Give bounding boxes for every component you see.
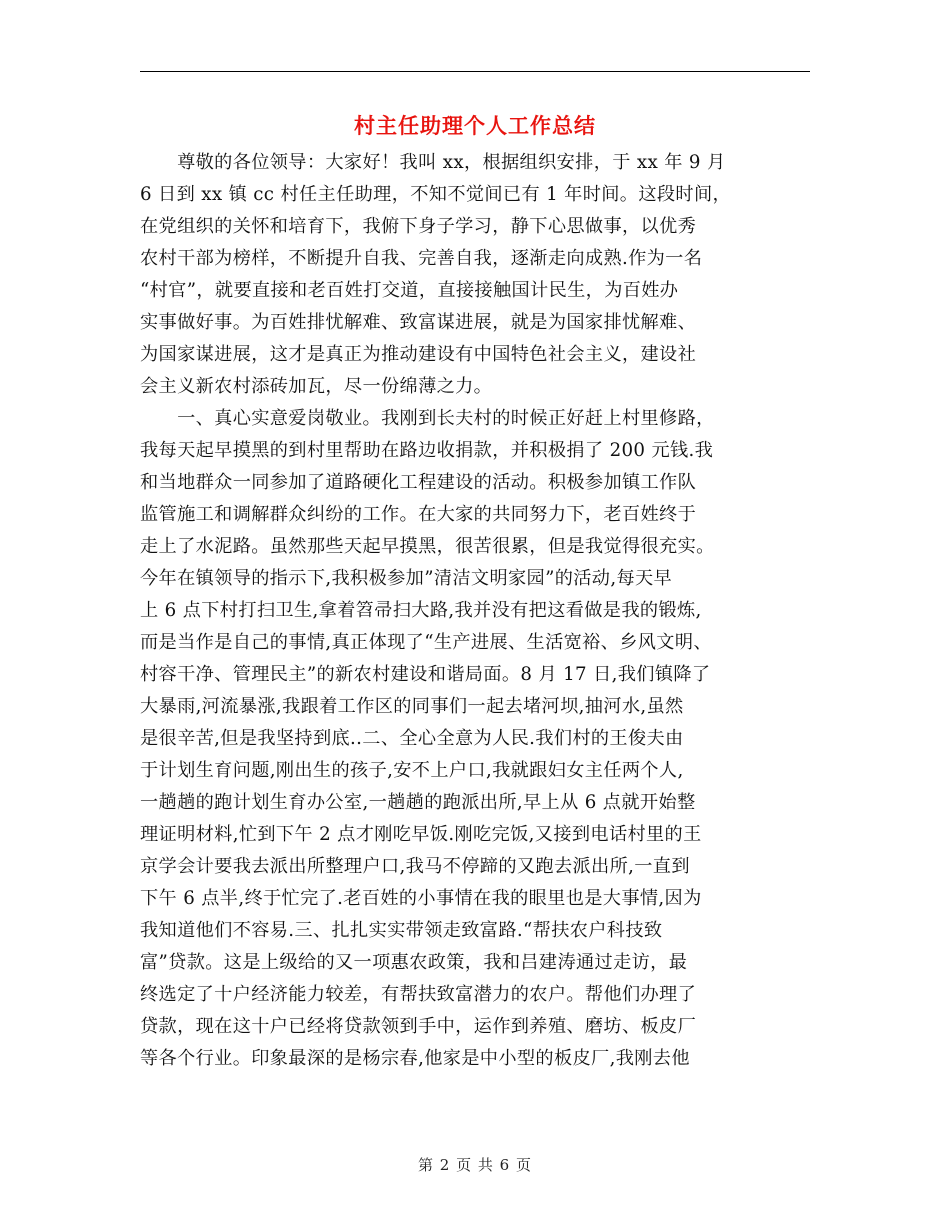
text-line: 富”贷款。这是上级给的又一项惠农政策，我和吕建涛通过走访，最 [140,952,688,973]
text-line: 下午 6 点半,终于忙完了.老百姓的小事情在我的眼里也是大事情,因为 [140,888,702,909]
text-line: “村官”，就要直接和老百姓打交道，直接接触国计民生，为百姓办 [140,280,679,301]
text-line: 理证明材料,忙到下午 2 点才刚吃早饭.刚吃完饭,又接到电话村里的王 [140,824,702,845]
text-line: 我知道他们不容易.三、扎扎实实带领走致富路.“帮扶农户科技致 [140,920,663,941]
text-line: 上 6 点下村打扫卫生,拿着笤帚扫大路,我并没有把这看做是我的锻炼, [140,600,702,621]
text-line: 大暴雨,河流暴涨,我跟着工作区的同事们一起去堵河坝,抽河水,虽然 [140,696,684,717]
text-line: 一、真心实意爱岗敬业。我刚到长夫村的时候正好赶上村里修路， [140,408,715,429]
text-line: 我每天起早摸黑的到村里帮助在路边收捐款，并积极捐了 200 元钱.我 [140,440,714,461]
text-line: 实事做好事。为百姓排忧解难、致富谋进展，就是为国家排忧解难、 [140,312,697,333]
text-line: 是很辛苦,但是我坚持到底..二、全心全意为人民.我们村的王俊夫由 [140,728,684,749]
text-line: 6 日到 xx 镇 cc 村任主任助理，不知不觉间已有 1 年时间。这段时间， [140,184,732,205]
page-number: 第 2 页 共 6 页 [418,1156,532,1174]
text-line: 和当地群众一同参加了道路硬化工程建设的活动。积极参加镇工作队 [140,472,697,493]
text-line: 村容干净、管理民主”的新农村建设和谐局面。8 月 17 日,我们镇降了 [140,664,711,685]
text-line: 会主义新农村添砖加瓦，尽一份绵薄之力。 [140,376,493,397]
text-line: 今年在镇领导的指示下,我积极参加”清洁文明家园”的活动,每天早 [140,568,673,589]
text-line: 贷款，现在这十户已经将贷款领到手中，运作到养殖、磨坊、板皮厂 [140,1016,697,1037]
text-line: 于计划生育问题,刚出生的孩子,安不上户口,我就跟妇女主任两个人, [140,760,684,781]
header-rule [140,71,810,72]
text-line: 终选定了十户经济能力较差，有帮扶致富潜力的农户。帮他们办理了 [140,984,697,1005]
text-line: 京学会计要我去派出所整理户口,我马不停蹄的又跑去派出所,一直到 [140,856,690,877]
text-line: 而是当作是自己的事情,真正体现了“生产进展、生活宽裕、乡风文明、 [140,632,712,653]
document-title: 村主任助理个人工作总结 [354,113,596,138]
text-line: 在党组织的关怀和培育下，我俯下身子学习，静下心思做事，以优秀 [140,216,697,237]
text-line: 一趟趟的跑计划生育办公室,一趟趟的跑派出所,早上从 6 点就开始整 [140,792,696,813]
text-line: 农村干部为榜样，不断提升自我、完善自我，逐渐走向成熟.作为一名 [140,248,703,269]
text-line: 监管施工和调解群众纠纷的工作。在大家的共同努力下，老百姓终于 [140,504,697,525]
document-body [140,147,830,1075]
text-line: 等各个行业。印象最深的是杨宗春,他家是中小型的板皮厂,我刚去他 [140,1048,690,1069]
text-line: 尊敬的各位领导：大家好！我叫 xx，根据组织安排，于 xx 年 9 月 [140,152,726,173]
text-line: 走上了水泥路。虽然那些天起早摸黑，很苦很累，但是我觉得很充实。 [140,536,715,557]
text-line: 为国家谋进展，这才是真正为推动建设有中国特色社会主义，建设社 [140,344,697,365]
